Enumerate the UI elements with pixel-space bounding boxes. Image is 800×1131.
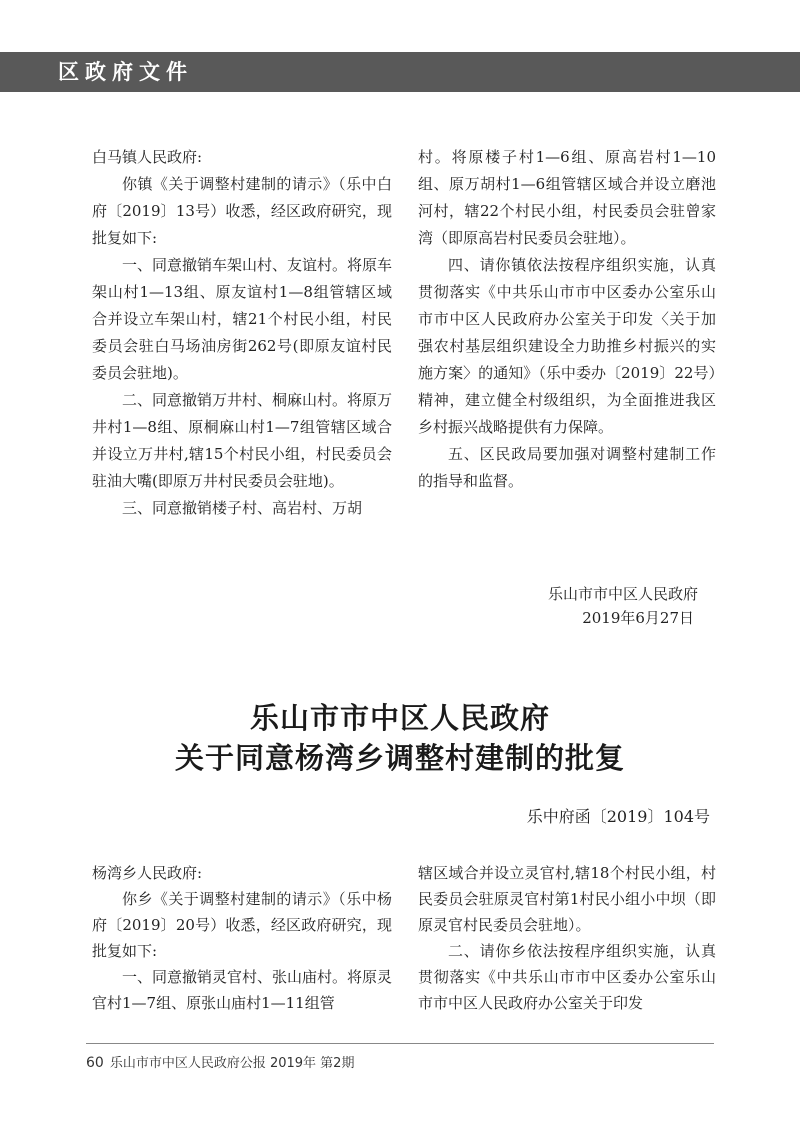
doc1-right-column [418, 144, 716, 495]
page-footer [86, 1052, 354, 1071]
doc1-signature [548, 582, 698, 630]
publication-name: 乐山市市中区人民政府公报 2019年 第2期 [109, 1056, 355, 1071]
doc2-left-column [92, 860, 392, 1016]
doc2-paragraph: 辖区域合并设立灵官村,辖18个村民小组，村民委员会驻原灵官村第1村民小组小中坝（即原灵官村民委员会驻地）。 [418, 864, 716, 934]
section-header-bar [0, 52, 800, 92]
doc2-right-column [418, 860, 716, 1016]
doc2-addressee: 杨湾乡人民政府: [92, 864, 203, 882]
doc1-paragraph: 五、区民政局要加强对调整村建制工作的指导和监督。 [418, 445, 716, 490]
doc2-paragraph: 二、请你乡依法按程序组织实施，认真贯彻落实《中共乐山市市中区委办公室乐山市市中区人民政府办公室关于印发 [418, 942, 716, 1012]
doc2-paragraph: 一、同意撤销灵官村、张山庙村。将原灵官村1—7组、原张山庙村1—11组管 [92, 968, 393, 1012]
doc2-title-line2: 关于同意杨湾乡调整村建制的批复 [174, 741, 625, 775]
section-title: 区政府文件 [58, 60, 193, 84]
doc1-paragraph: 村。将原楼子村1—6组、原高岩村1—10组、原万胡村1—6组管辖区域合并设立磨池河村，辖22个村民小组，村民委员会驻曾家湾（即原高岩村民委员会驻地）。 [418, 148, 716, 247]
doc2-number: 乐中府函〔2019〕104号 [526, 807, 710, 826]
doc1-paragraph: 二、同意撤销万井村、桐麻山村。将原万井村1—8组、原桐麻山村1—7组管辖区域合并设立万井村,辖15个村民小组，村民委员会驻油大嘴(即原万井村民委员会驻地)。 [92, 391, 393, 490]
signature-org: 乐山市市中区人民政府 [547, 585, 698, 603]
footer-divider [86, 1043, 714, 1044]
doc1-paragraph: 三、同意撤销楼子村、高岩村、万胡 [122, 499, 363, 517]
doc1-left-column [92, 144, 392, 522]
doc1-addressee: 白马镇人民政府: [92, 148, 203, 166]
signature-date: 2019年6月27日 [582, 609, 694, 627]
doc2-title-line1: 乐山市市中区人民政府 [249, 701, 550, 735]
doc2-paragraph: 你乡《关于调整村建制的请示》（乐中杨府〔2019〕20号）收悉，经区政府研究，现批复如下: [92, 890, 392, 960]
doc1-paragraph: 你镇《关于调整村建制的请示》（乐中白府〔2019〕13号）收悉，经区政府研究，现批复如下: [92, 175, 392, 247]
doc1-paragraph: 四、请你镇依法按程序组织实施，认真贯彻落实《中共乐山市市中区委办公室乐山市市中区人民政府办公室关于印发〈关于加强农村基层组织建设全力助推乡村振兴的实施方案〉的通知》（乐中委办〔2019〕22号）精神，建立健全村级组织，为全面推进我区乡村振兴战略提供有力保障。 [418, 256, 716, 436]
doc1-paragraph: 一、同意撤销车架山村、友谊村。将原车架山村1—13组、原友谊村1—8组管辖区域合并设立车架山村，辖21个村民小组，村民委员会驻白马场油房街262号(即原友谊村民委员会驻地)。 [92, 256, 393, 382]
page-number: 60 [86, 1055, 104, 1071]
